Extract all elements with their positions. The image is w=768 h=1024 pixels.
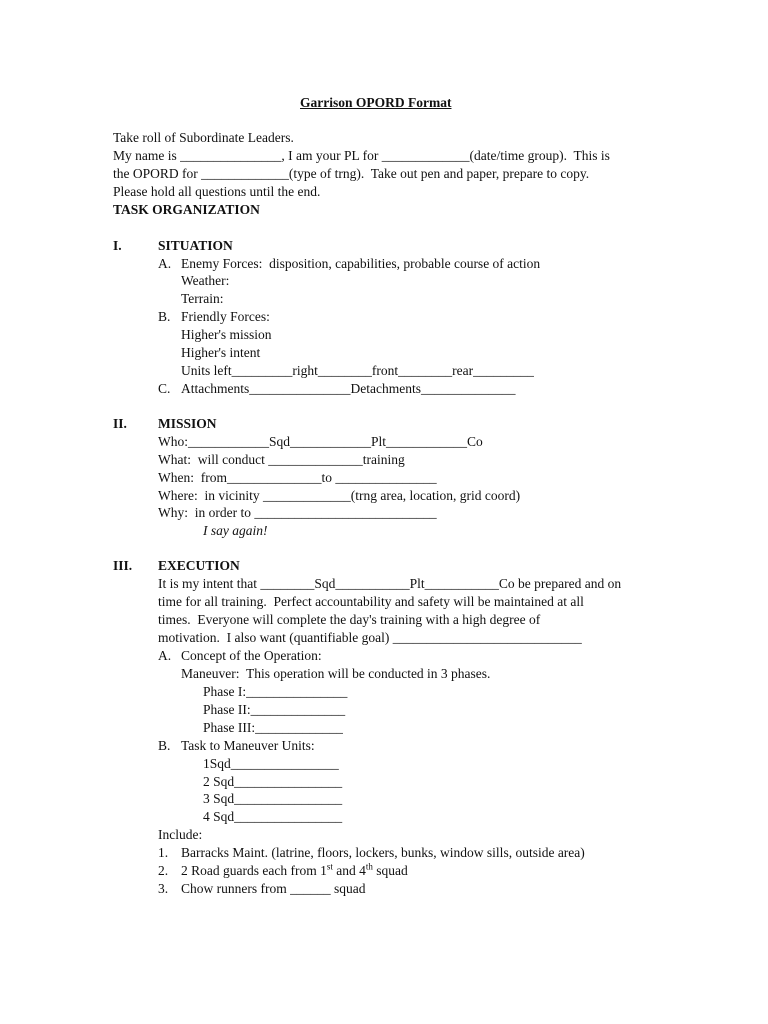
enemy-forces-text: Enemy Forces: disposition, capabilities, probable course of action xyxy=(181,256,541,271)
intent-line: times. Everyone will complete the day's training with a high degree of xyxy=(158,612,541,627)
intro-line: the OPORD for _____________(type of trng). Take out pen and paper, prepare to copy. xyxy=(113,166,590,181)
when-line: When: from______________to _______________ xyxy=(158,470,437,485)
squad-line: 2 Sqd________________ xyxy=(203,774,343,789)
who-line: Who:____________Sqd____________Plt____________Co xyxy=(158,434,483,449)
intent-line: motivation. I also want (quantifiable goal) ____________________________ xyxy=(158,630,582,645)
terrain-line: Terrain: xyxy=(181,291,224,306)
maneuver-line: Maneuver: This operation will be conducted in 3 phases. xyxy=(181,666,491,681)
section-number: III. xyxy=(113,558,133,573)
section-number: I. xyxy=(113,238,122,253)
units-line: Units left_________right________front________rear_________ xyxy=(181,363,534,378)
higher-intent-line: Higher's intent xyxy=(181,345,261,360)
ordinal-suffix: st xyxy=(326,861,333,872)
situation-heading: SITUATION xyxy=(158,238,233,253)
item-label: A. xyxy=(158,648,172,663)
squad-line: 4 Sqd________________ xyxy=(203,809,343,824)
squad-line: 3 Sqd________________ xyxy=(203,791,343,806)
item-label: B. xyxy=(158,738,171,753)
mission-heading: MISSION xyxy=(158,416,217,431)
item-label: C. xyxy=(158,381,171,396)
section-number: II. xyxy=(113,416,127,431)
phase-line: Phase II:______________ xyxy=(203,702,346,717)
execution-heading: EXECUTION xyxy=(158,558,240,573)
intro-line: Please hold all questions until the end. xyxy=(113,184,321,199)
i-say-again-text: I say again! xyxy=(203,523,268,538)
why-line: Why: in order to ___________________________ xyxy=(158,505,437,520)
squad-line: 1Sqd________________ xyxy=(203,756,339,771)
list-number: 2. xyxy=(158,863,169,878)
list-number: 3. xyxy=(158,881,169,896)
task-organization-heading: TASK ORGANIZATION xyxy=(113,202,260,217)
intro-line: My name is _______________, I am your PL for _____________(date/time group). This is xyxy=(113,148,610,163)
road-guards-text: and 4 xyxy=(332,863,366,878)
list-number: 1. xyxy=(158,845,169,860)
road-guards-item xyxy=(181,862,408,880)
higher-mission-line: Higher's mission xyxy=(181,327,272,342)
what-line: What: will conduct ______________training xyxy=(158,452,405,467)
intent-line: It is my intent that ________Sqd___________Plt___________Co be prepared and on xyxy=(158,576,622,591)
intent-line: time for all training. Perfect accountability and safety will be maintained at all xyxy=(158,594,584,609)
where-line: Where: in vicinity _____________(trng area, location, grid coord) xyxy=(158,488,521,503)
phase-line: Phase I:_______________ xyxy=(203,684,348,699)
item-label: A. xyxy=(158,256,172,271)
barracks-maint-item: Barracks Maint. (latrine, floors, lockers, bunks, window sills, outside area) xyxy=(181,845,585,860)
task-to-maneuver-units-text: Task to Maneuver Units: xyxy=(181,738,315,753)
phase-line: Phase III:_____________ xyxy=(203,720,343,735)
include-label: Include: xyxy=(158,827,203,842)
chow-runners-item: Chow runners from ______ squad xyxy=(181,881,366,896)
document-title: Garrison OPORD Format xyxy=(300,95,452,110)
concept-of-operation-text: Concept of the Operation: xyxy=(181,648,322,663)
intro-line: Take roll of Subordinate Leaders. xyxy=(113,130,294,145)
weather-line: Weather: xyxy=(181,273,230,288)
road-guards-text: 2 Road guards each from 1 xyxy=(181,863,327,878)
road-guards-text: squad xyxy=(372,863,408,878)
attachments-line: Attachments_______________Detachments______________ xyxy=(181,381,516,396)
friendly-forces-text: Friendly Forces: xyxy=(181,309,270,324)
item-label: B. xyxy=(158,309,171,324)
ordinal-suffix: th xyxy=(365,861,373,872)
